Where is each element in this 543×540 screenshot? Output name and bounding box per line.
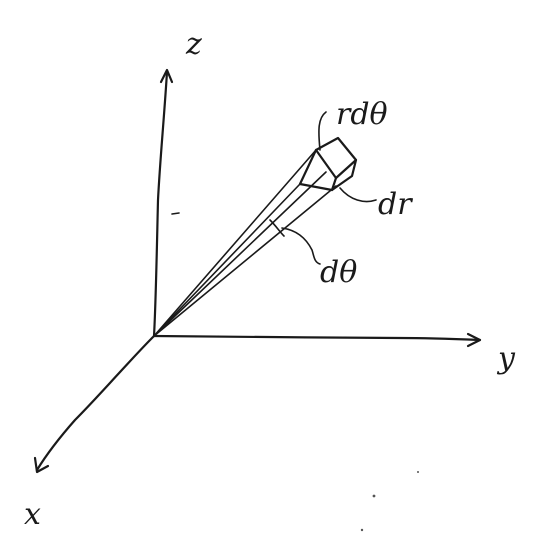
- dtheta-angle-marker: [270, 220, 320, 264]
- volume-element-box: [300, 138, 356, 190]
- z-axis: [154, 70, 179, 336]
- x-axis-label: x: [24, 497, 41, 532]
- stray-marks: [361, 471, 419, 531]
- r-dtheta-label: rdθ: [336, 97, 388, 132]
- dr-bracket: [340, 188, 376, 202]
- z-axis-tick: [172, 213, 179, 214]
- dtheta-label: dθ: [320, 255, 358, 290]
- dr-label: dr: [378, 187, 412, 222]
- y-axis-label: y: [498, 341, 515, 376]
- y-axis: [154, 334, 480, 346]
- z-axis-label: z: [186, 27, 202, 62]
- x-axis: [35, 336, 154, 472]
